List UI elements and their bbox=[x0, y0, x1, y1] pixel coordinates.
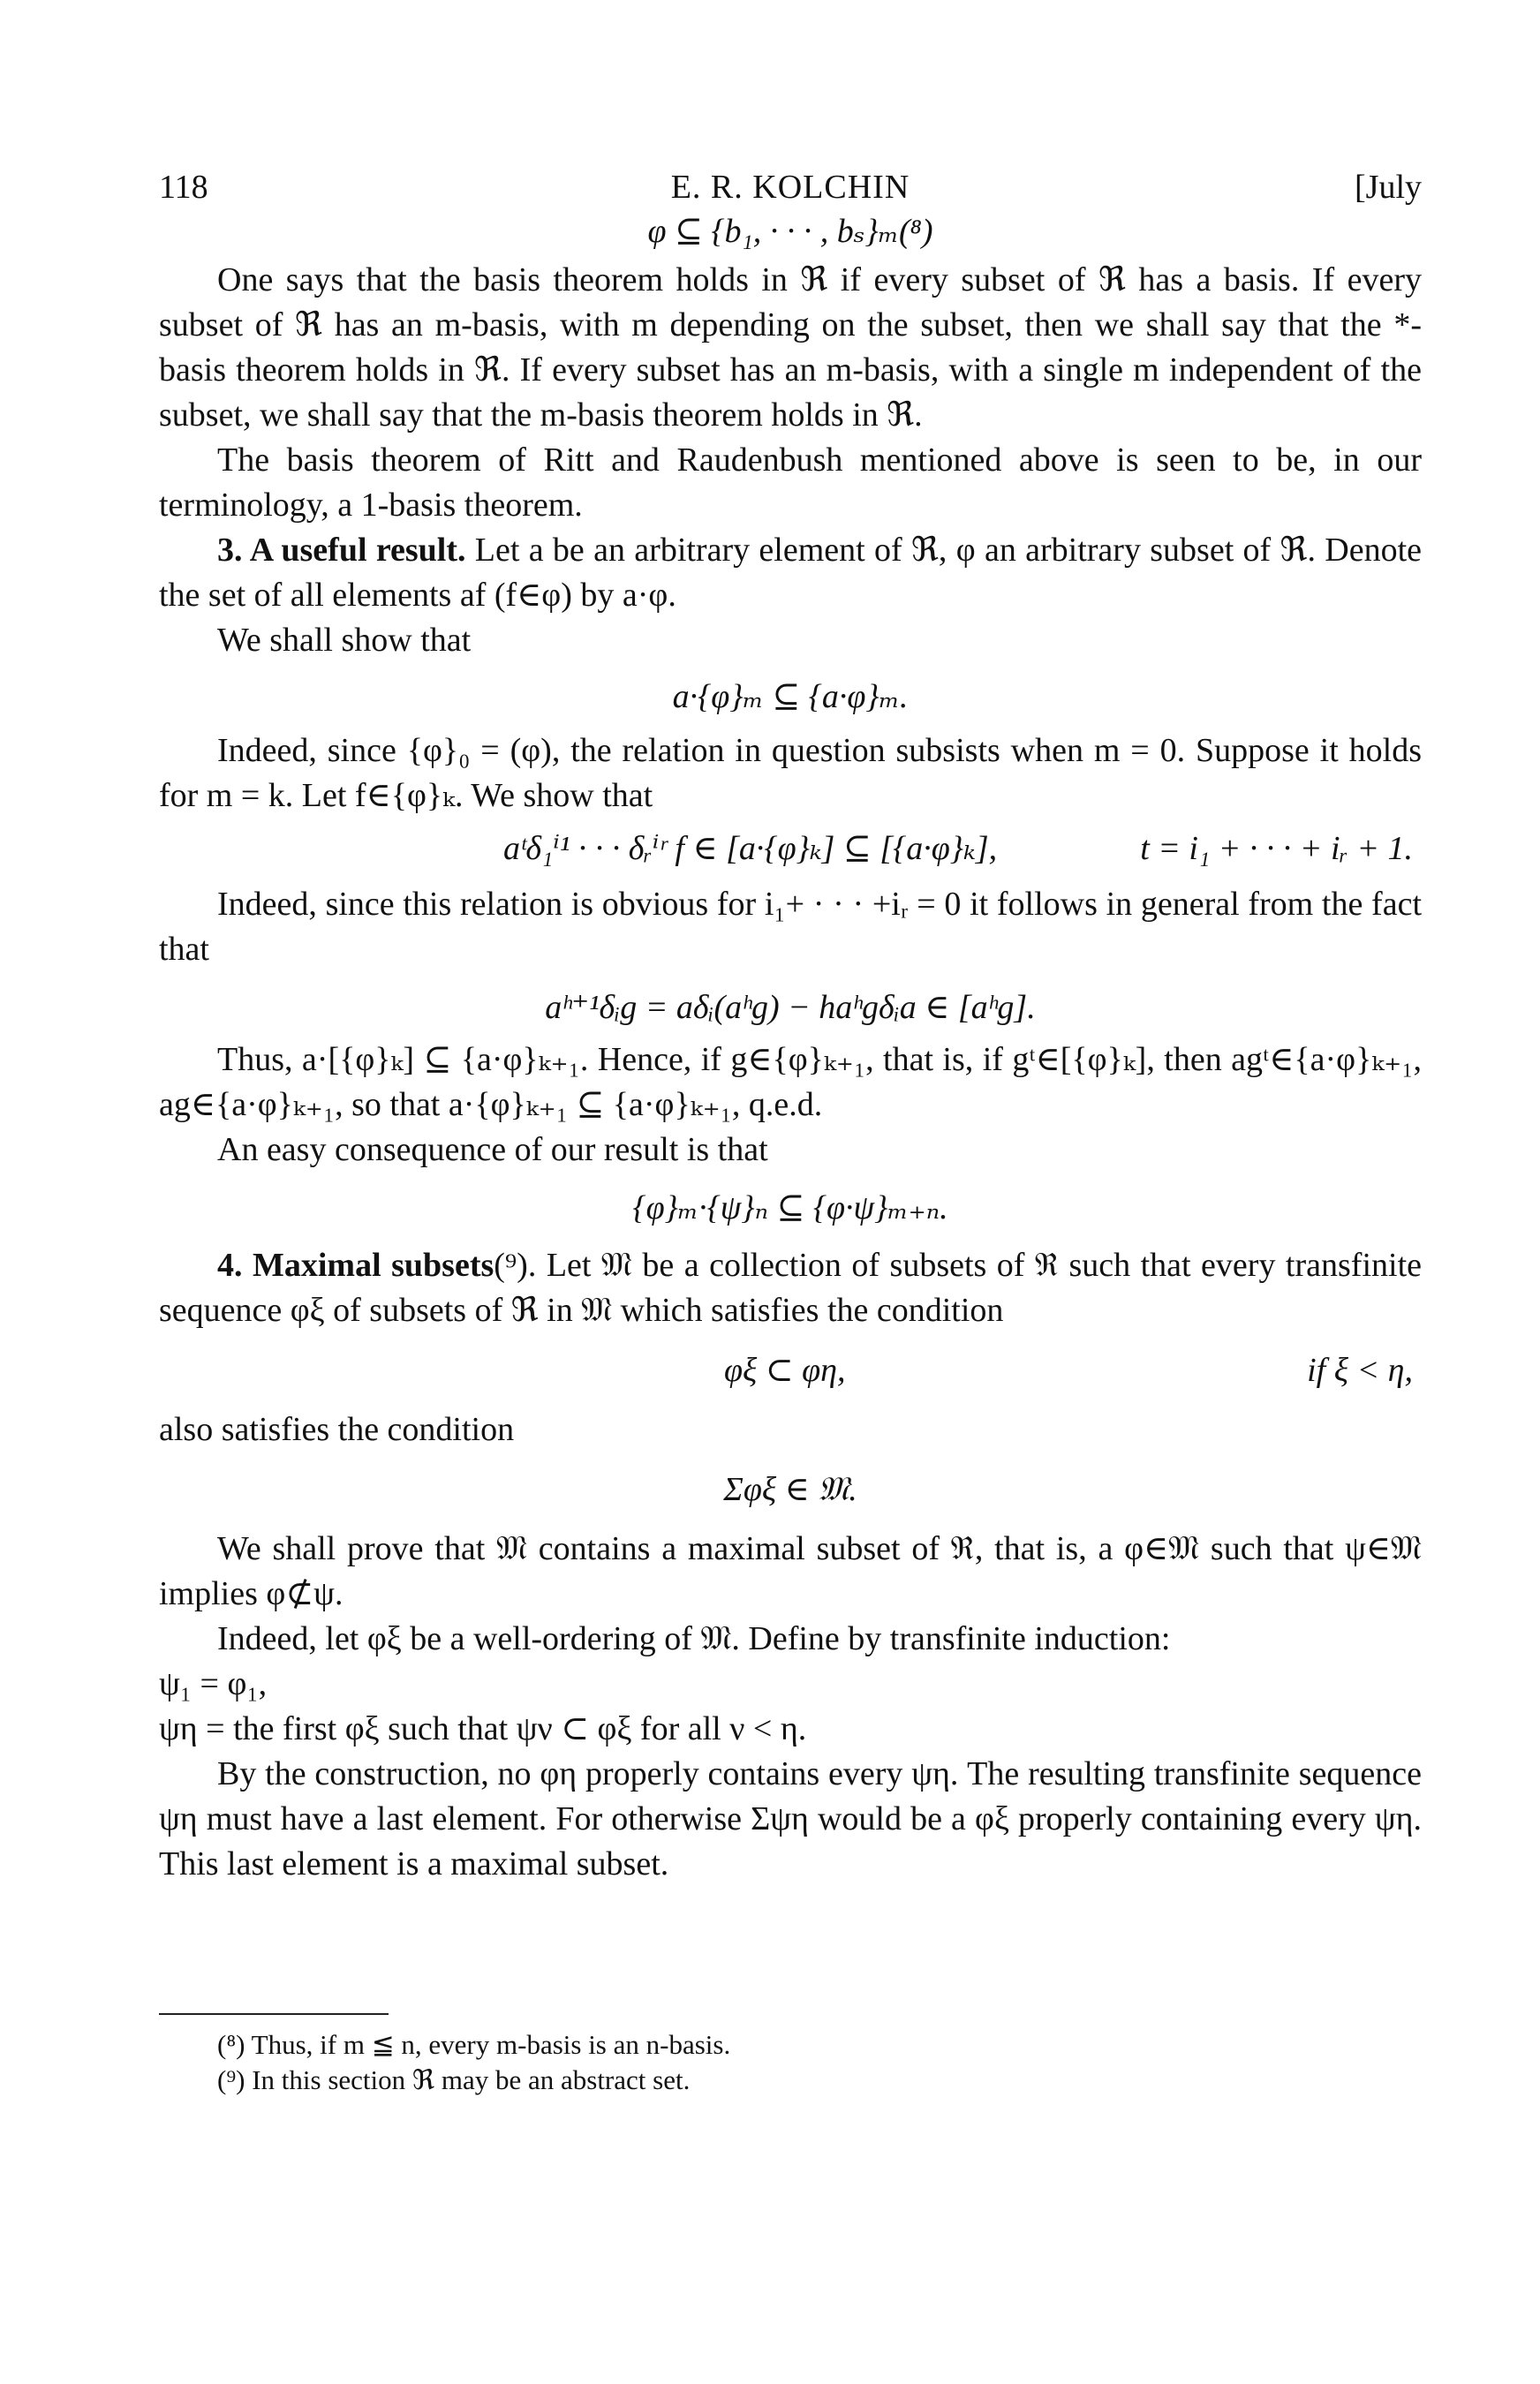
paragraph-obvious-relation: Indeed, since this relation is obvious for i₁+ · · · +iᵣ = 0 it follows in general from the fact that bbox=[159, 886, 1422, 968]
equation-basis-subset: φ ⊆ {b₁, · · · , bₛ}ₘ(⁸) bbox=[647, 213, 933, 250]
section-4-heading: 4. Maximal subsets bbox=[217, 1247, 494, 1284]
paragraph-easy-consequence: An easy consequence of our result is that bbox=[217, 1131, 768, 1168]
footnote-9: (⁹) In this section ℜ may be an abstract set. bbox=[217, 2064, 691, 2095]
paragraph-thus-qed: Thus, a·[{φ}ₖ] ⊆ {a·φ}ₖ₊₁. Hence, if g∈{φ}ₖ₊₁, that is, if gᵗ∈[{φ}ₖ], then agᵗ∈{a·φ}ₖ₊₁, ag∈{a·φ}ₖ₊₁, so that a·{φ}ₖ₊₁ ⊆ {a·φ}ₖ₊₁, q.e.d. bbox=[159, 1041, 1422, 1123]
paragraph-also-satisfies: also satisfies the condition bbox=[159, 1411, 515, 1448]
paragraph-psi-one: ψ₁ = φ₁, bbox=[159, 1665, 268, 1702]
paragraph-we-shall-show: We shall show that bbox=[217, 622, 472, 659]
section-3-text: Let a be an arbitrary element of ℜ, φ an arbitrary subset of ℜ. Denote the set of all elements af (f∈φ) by a·φ. bbox=[159, 532, 1423, 614]
page-number: 118 bbox=[159, 169, 208, 206]
section-4-text: . Let 𝔐 be a collection of subsets of ℜ such that every transfinite sequence φξ of subsets of ℜ in 𝔐 which satisfies the condition bbox=[159, 1247, 1422, 1329]
running-header bbox=[159, 132, 1422, 206]
equation-ordering-condition bbox=[159, 1347, 1422, 1393]
page-body bbox=[159, 132, 1422, 1887]
paragraph-induction-base: Indeed, since {φ}₀ = (φ), the relation in question subsists when m = 0. Suppose it holds for m = k. Let f∈{φ}ₖ. We show that bbox=[159, 732, 1422, 814]
footnotes bbox=[159, 2013, 1422, 2098]
paragraph-maximal-claim: We shall prove that 𝔐 contains a maximal subset of ℜ, that is, a φ∈𝔐 such that ψ∈𝔐 implies φ⊄ψ. bbox=[159, 1530, 1422, 1612]
equation-ordering-right: if ξ < η, bbox=[1307, 1352, 1413, 1389]
paragraph-well-ordering: Indeed, let φξ be a well-ordering of 𝔐. Define by transfinite induction: bbox=[217, 1620, 1171, 1657]
equation-leibniz: aʰ⁺¹δᵢg = aδᵢ(aʰg) − haʰgδᵢa ∈ [aʰg]. bbox=[545, 989, 1036, 1026]
equation-derivative-inclusion bbox=[159, 826, 1422, 871]
paragraph-psi-eta: ψη = the first φξ such that ψν ⊂ φξ for all ν < η. bbox=[159, 1710, 807, 1747]
section-3-paragraph bbox=[159, 528, 1422, 618]
paragraph-basis-theorem-definition: One says that the basis theorem holds in ℜ if every subset of ℜ has a basis. If every subset of ℜ has an m-basis, with m depending on the subset, then we shall say that the *-basis theorem holds in ℜ. If every subset has an m-basis, with a single m independent of the subset, we shall say that the m-basis theorem holds in ℜ. bbox=[159, 261, 1422, 434]
equation-product-of-sets: {φ}ₘ·{ψ}ₙ ⊆ {φ·ψ}ₘ₊ₙ. bbox=[632, 1189, 948, 1226]
equation-derivative-right: t = i₁ + · · · + iᵣ + 1. bbox=[1140, 830, 1413, 867]
footnote-rule bbox=[159, 2013, 389, 2015]
section-4-footnote-ref: (⁹) bbox=[494, 1247, 528, 1284]
equation-product-inclusion: a·{φ}ₘ ⊆ {a·φ}ₘ. bbox=[672, 678, 909, 715]
equation-sum-in-m: Σφξ ∈ 𝔐. bbox=[723, 1471, 857, 1508]
paragraph-construction-conclusion: By the construction, no φη properly contains every ψη. The resulting transfinite sequence ψη must have a last element. For otherwise Σψη would be a φξ properly containing every ψη. This last element is a maximal subset. bbox=[159, 1755, 1422, 1882]
running-head-date: [July bbox=[1355, 169, 1422, 206]
paragraph-ritt-raudenbush: The basis theorem of Ritt and Raudenbush mentioned above is seen to be, in our terminology, a 1-basis theorem. bbox=[159, 441, 1422, 524]
footnote-8: (⁸) Thus, if m ≦ n, every m-basis is an n-basis. bbox=[217, 2029, 731, 2060]
section-4-paragraph bbox=[159, 1243, 1422, 1333]
running-head-author: E. R. KOLCHIN bbox=[670, 169, 910, 206]
section-3-heading: 3. A useful result. bbox=[217, 532, 466, 569]
equation-ordering-left: φξ ⊂ φη, bbox=[724, 1352, 846, 1389]
equation-derivative-left: aᵗδ₁ⁱ¹ · · · δᵣⁱʳ f ∈ [a·{φ}ₖ] ⊆ [{a·φ}ₖ], bbox=[503, 830, 998, 867]
